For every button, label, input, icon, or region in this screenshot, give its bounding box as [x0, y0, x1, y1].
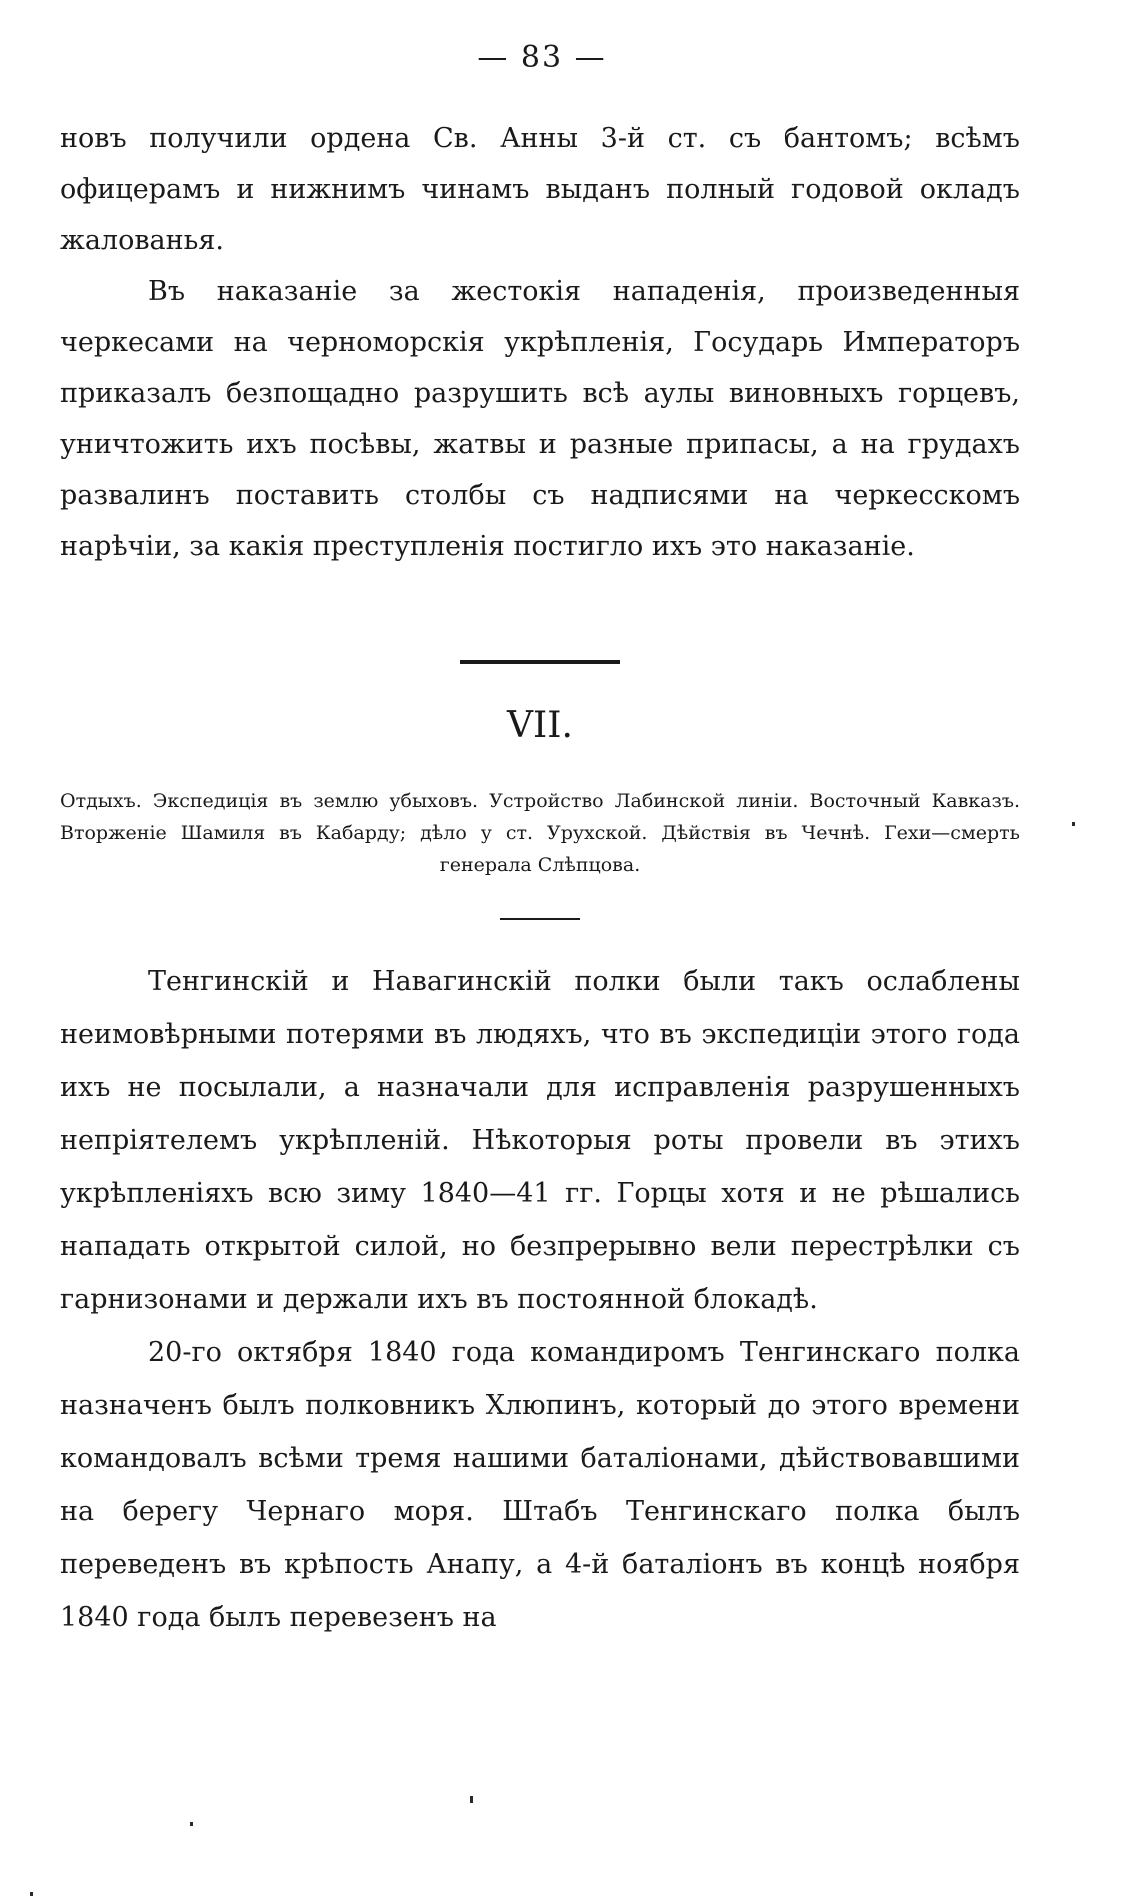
paragraph: Тенгинскій и Навагинскій полки были такъ ослаблены неимовѣрными потерями въ людяхъ, что въ экспедиціи этого года ихъ не посылали, а назначали для исправленія разрушенныхъ непріятелемъ укрѣпленій. Нѣкоторыя роты провели въ этихъ укрѣпленіяхъ всю зиму 1840—41 гг. Горцы хотя и не рѣшались нападать открытой силой, но безпрерывно вели перестрѣлки съ гарнизонами и держали ихъ въ постоянной блокадѣ.	[60, 966, 1020, 1315]
scan-speck	[30, 1892, 33, 1896]
scan-speck	[1072, 822, 1075, 826]
page-number: — 83 —	[477, 40, 607, 75]
paragraph: 20-го октября 1840 года командиромъ Тенгинскаго полка назначенъ былъ полковникъ Хлюпинъ, который до этого времени командовалъ всѣми тремя нашими баталіонами, дѣйствовавшими на берегу Чернаго моря. Штабъ Тенгинскаго полка былъ переведенъ въ крѣпость Анапу, а 4-й баталіонъ въ концѣ ноября 1840 года былъ перевезенъ на	[60, 1337, 1020, 1633]
scan-speck	[470, 1796, 473, 1803]
chapter-number: VII.	[507, 705, 573, 746]
main-text-block	[60, 955, 1020, 1644]
summary-divider	[500, 918, 580, 920]
chapter-summary: Отдыхъ. Экспедиція въ землю убыховъ. Устройство Лабинской линіи. Восточный Кавказъ. Вторженіе Шамиля въ Кабарду; дѣло у ст. Урухской. Дѣйствія въ Чечнѣ. Гехи—смерть генерала Слѣпцова.	[60, 790, 1020, 876]
paragraph: Въ наказаніе за жестокія нападенія, произведенныя черкесами на черноморскія укрѣпленія, Государь Императоръ приказалъ безпощадно разрушить всѣ аулы виновныхъ горцевъ, уничтожить ихъ посѣвы, жатвы и разные припасы, а на грудахъ развалинъ поставить столбы съ надписями на черкесскомъ нарѣчіи, за какія преступленія постигло ихъ это наказаніе.	[60, 276, 1020, 562]
top-text-block	[60, 113, 1020, 572]
section-divider	[460, 660, 620, 664]
paragraph: новъ получили ордена Св. Анны 3-й ст. съ бантомъ; всѣмъ офицерамъ и нижнимъ чинамъ выданъ полный годовой окладъ жалованья.	[60, 123, 1020, 256]
scan-speck	[190, 1822, 193, 1826]
